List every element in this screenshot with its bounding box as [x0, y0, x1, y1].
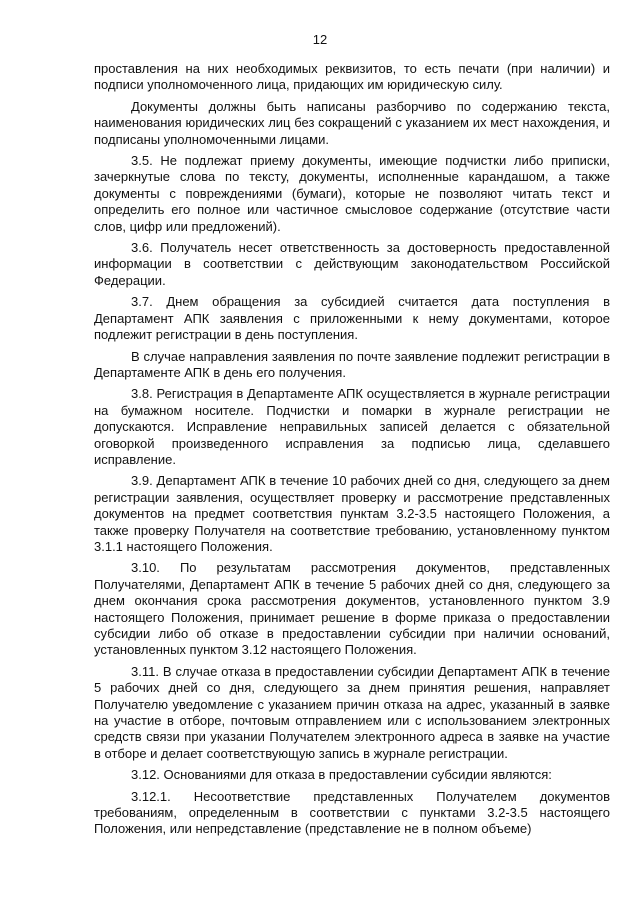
paragraph-3-9: 3.9. Департамент АПК в течение 10 рабочих дней со дня, следующего за днем регистрации заявления, осуществляет проверку и рассмотрение представленных документов на предмет соответствия пунктам 3.2-3.5 настоящего Положения, а также проверку Получателя на соответствие требованию, установленному пунктом 3.1.1 настоящего Положения. — [94, 473, 610, 554]
page-number: 12 — [312, 32, 328, 47]
document-body — [94, 61, 610, 843]
paragraph-3-12-1: 3.12.1. Несоответствие представленных Получателем документов требованиям, определенным в соответствии с пунктами 3.2-3.5 настоящего Положения, или непредставление (представление не в полном объеме) — [94, 788, 610, 837]
paragraph-continuation: проставления на них необходимых реквизитов, то есть печати (при наличии) и подписи уполномоченного лица, придающих им юридическую силу. — [94, 61, 610, 93]
paragraph-mail-registration: В случае направления заявления по почте заявление подлежит регистрации в Департаменте АПК в день его получения. — [94, 348, 610, 380]
paragraph-3-11: 3.11. В случае отказа в предоставлении субсидии Департамент АПК в течение 5 рабочих дней со дня, следующего за днем принятия решения, направляет Получателю уведомление с указанием причин отказа на адрес, указанный в заявке на участие в отборе, почтовым отправлением или с использованием электронных средств связи при указании Получателем электронного адреса в заявке на участие в отборе и делает соответствующую запись в журнале регистрации. — [94, 663, 610, 761]
paragraph-3-8: 3.8. Регистрация в Департаменте АПК осуществляется в журнале регистрации на бумажном носителе. Подчистки и помарки в журнале регистрации не допускаются. Исправление неправильных записей делается с обязательной оговоркой произведенного исправления за подписью лица, сделавшего исправление. — [94, 386, 610, 467]
paragraph-3-5: 3.5. Не подлежат приему документы, имеющие подчистки либо приписки, зачеркнутые слова по тексту, документы, исполненные карандашом, а также документы с повреждениями (бумаги), которые не позволяют читать текст и определить его полное или частичное смысловое содержание (отсутствие части слов, цифр или предложений). — [94, 153, 610, 234]
paragraph-3-6: 3.6. Получатель несет ответственность за достоверность предоставленной информации в соответствии с действующим законодательством Российской Федерации. — [94, 240, 610, 288]
paragraph-3-12: 3.12. Основаниями для отказа в предоставлении субсидии являются: — [131, 767, 552, 783]
paragraph-3-7: 3.7. Днем обращения за субсидией считается дата поступления в Департамент АПК заявления с приложенными к нему документами, которое подлежит регистрации в день поступления. — [94, 294, 610, 343]
paragraph-documents-legibility: Документы должны быть написаны разборчиво по содержанию текста, наименования юридических лиц без сокращений с указанием их мест нахождения, и подписаны уполномоченными лицами. — [94, 98, 610, 147]
paragraph-3-10: 3.10. По результатам рассмотрения документов, представленных Получателями, Департамент АПК в течение 5 рабочих дней со дня, следующего за днем окончания срока рассмотрения документов, установленного пунктом 3.9 настоящего Положения, принимает решение в форме приказа о предоставлении субсидии либо об отказе в предоставлении субсидии при наличии оснований, установленных пунктом 3.12 настоящего Положения. — [94, 560, 610, 658]
